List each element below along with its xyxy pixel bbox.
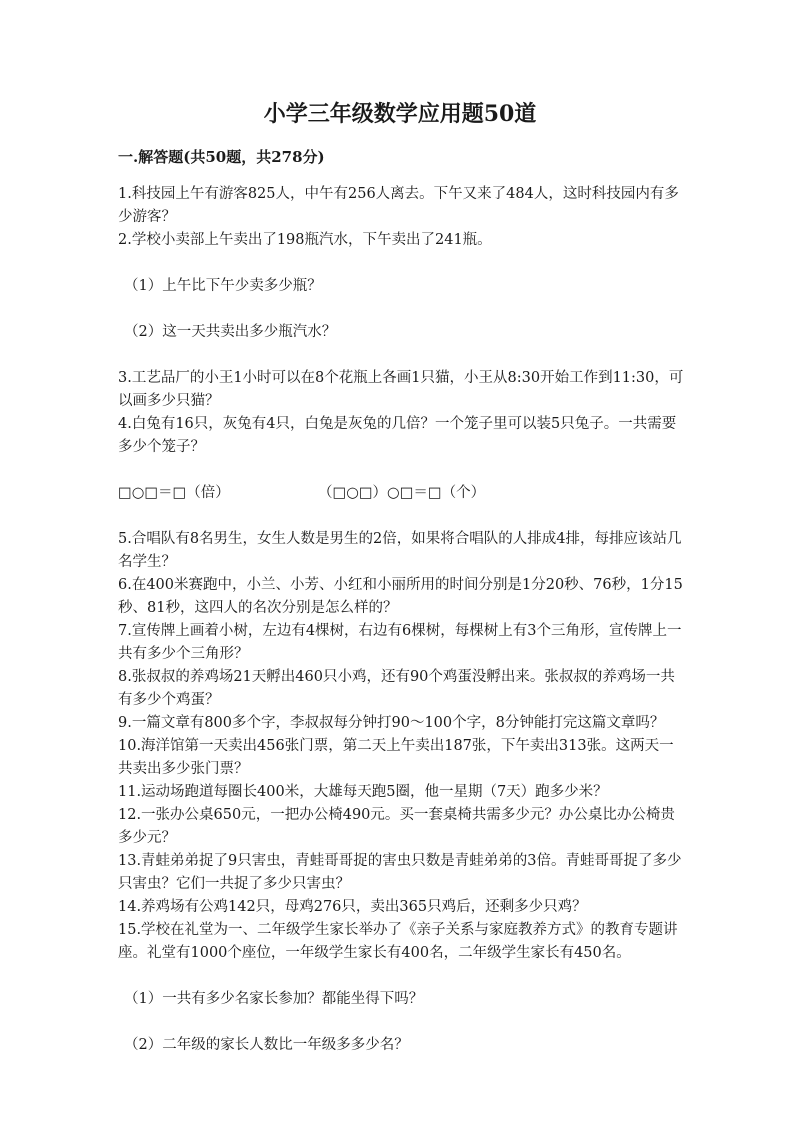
question-4: 4.白兔有16只，灰兔有4只，白兔是灰兔的几倍？一个笼子里可以装5只兔子。一共需要多少个笼子？	[118, 416, 677, 455]
question-10: 10.海洋馆第一天卖出456张门票，第二天上午卖出187张，下午卖出313张。这两天一共卖出多少张门票？	[118, 738, 674, 777]
question-15-part-1: （1）一共有多少名家长参加？都能坐得下吗？	[124, 991, 424, 1007]
formula-times: □○□＝□（倍）	[118, 485, 230, 501]
question-5: 5.合唱队有8名男生，女生人数是男生的2倍，如果将合唱队的人排成4排，每排应该站几名学生？	[118, 531, 682, 570]
question-list	[118, 183, 684, 1057]
question-7: 7.宣传牌上画着小树，左边有4棵树，右边有6棵树，每棵树上有3个三角形，宣传牌上一共有多少个三角形？	[118, 623, 682, 662]
question-9: 9.一篇文章有800多个字，李叔叔每分钟打90～100个字，8分钟能打完这篇文章吗？	[118, 715, 665, 731]
section-heading: 一.解答题(共50题，共278分)	[118, 148, 325, 166]
question-2-part-2: （2）这一天共卖出多少瓶汽水？	[124, 324, 337, 340]
question-12: 12.一张办公桌650元，一把办公椅490元。买一套桌椅共需多少元？办公桌比办公椅贵多少元？	[118, 807, 675, 846]
question-6: 6.在400米赛跑中，小兰、小芳、小红和小丽所用的时间分别是1分20秒、76秒，1分15秒、81秒，这四人的名次分别是怎么样的？	[118, 577, 683, 616]
question-13: 13.青蛙弟弟捉了9只害虫，青蛙哥哥捉的害虫只数是青蛙弟弟的3倍。青蛙哥哥捉了多少只害虫？它们一共捉了多少只害虫？	[118, 853, 682, 892]
question-8: 8.张叔叔的养鸡场21天孵出460只小鸡，还有90个鸡蛋没孵出来。张叔叔的养鸡场一共有多少个鸡蛋？	[118, 669, 675, 708]
page-title: 小学三年级数学应用题50道	[263, 101, 537, 127]
question-2-part-1: （1）上午比下午少卖多少瓶？	[124, 278, 322, 294]
question-11: 11.运动场跑道每圈长400米，大雄每天跑5圈，他一星期（7天）跑多少米？	[118, 784, 608, 800]
question-15-part-2: （2）二年级的家长人数比一年级多多少名？	[124, 1037, 409, 1053]
question-2: 2.学校小卖部上午卖出了198瓶汽水，下午卖出了241瓶。	[118, 232, 492, 248]
question-15: 15.学校在礼堂为一、二年级学生家长举办了《亲子关系与家庭教养方式》的教育专题讲座。礼堂有1000个座位，一年级学生家长有400名，二年级学生家长有450名。	[118, 922, 678, 961]
question-3: 3.工艺品厂的小王1小时可以在8个花瓶上各画1只猫，小王从8:30开始工作到11:30，可以画多少只猫？	[118, 370, 684, 409]
question-1: 1.科技园上午有游客825人，中午有256人离去。下午又来了484人，这时科技园内有多少游客？	[118, 186, 679, 225]
question-4-formulas	[118, 482, 684, 505]
formula-cages: （□○□）○□＝□（个）	[318, 485, 486, 501]
question-14: 14.养鸡场有公鸡142只，母鸡276只，卖出365只鸡后，还剩多少只鸡？	[118, 899, 587, 915]
